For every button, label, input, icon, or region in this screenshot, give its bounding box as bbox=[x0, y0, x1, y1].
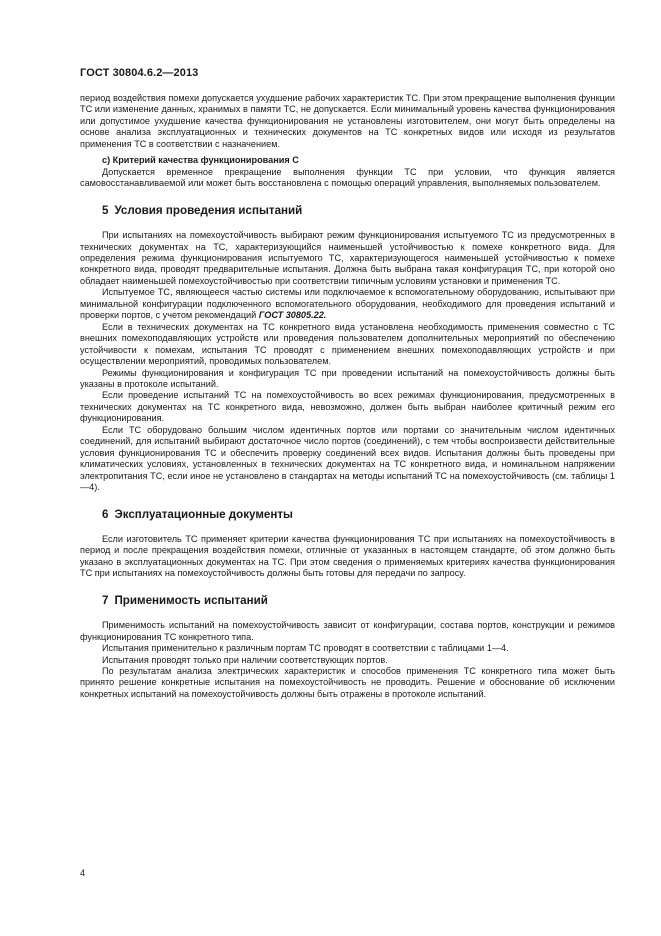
section-6-heading bbox=[80, 509, 615, 520]
section-7-heading bbox=[80, 595, 615, 606]
paragraph: Если проведение испытаний ТС на помехоустойчивость во всех режимах функционирования, предусмотренных в технических документах на ТС конкретного вида, невозможно, должен быть выбран наиболее критичный режим его функционирования. bbox=[80, 390, 615, 424]
standard-reference: ГОСТ 30805.22. bbox=[258, 310, 327, 321]
document-header: ГОСТ 30804.6.2—2013 bbox=[80, 67, 199, 79]
page-number: 4 bbox=[80, 868, 86, 878]
paragraph: При испытаниях на помехоустойчивость выбирают режим функционирования испытуемого ТС из предусмотренных в технических документах на ТС, характеризующийся наименьшей устойчивостью к помехе конкретного вида. Для определения режима функционирования испытуемого ТС, характеризующегося наименьшей устойчивостью к помехе конкретного вида, проводят предварительные испытания. Должна быть выбрана такая конфигурация ТС, при которой оно обладает наименьшей помехоустойчивостью при соответствии типичным условиям установки и применения ТС. bbox=[80, 230, 615, 286]
paragraph: Допускается временное прекращение выполнения функции ТС при условии, что функция является самовосстанавливаемой или может быть восстановлена с помощью операций управления, выполняемых пользователем. bbox=[80, 166, 615, 189]
section-title: Эксплуатационные документы bbox=[114, 507, 293, 521]
paragraph bbox=[80, 287, 615, 321]
paragraph: Если ТС оборудовано большим числом идентичных портов или портами со значительным числом идентичных соединений, для испытаний выбирают достаточное число портов (соединений), с тем чтобы воспроизвести действительные условия функционирования ТС и обеспечить проверку соединений всех видов. Испытания должны быть проведены при климатических условиях, установленных в технических документах на ТС конкретного вида, и номинальном напряжении электропитания ТС, если иное не установлено в стандартах на методы испытаний ТС на помехоустойчивость (см. таблицы 1—4). bbox=[80, 424, 615, 493]
section-number: 6 bbox=[102, 507, 109, 521]
section-title: Применимость испытаний bbox=[114, 593, 268, 607]
section-number: 5 bbox=[102, 203, 109, 217]
section-number: 7 bbox=[102, 593, 109, 607]
paragraph: По результатам анализа электрических характеристик и способов применения ТС конкретного типа может быть принято решение конкретные испытания на помехоустойчивость не проводить. Решение и обоснование об исключении конкретных испытаний на помехоустойчивость должны быть отражены в протоколе испытаний. bbox=[80, 666, 615, 699]
paragraph: Если в технических документах на ТС конкретного вида установлена необходимость применения совместно с ТС внешних помехоподавляющих устройств или проведения пользователем дополнительных мероприятий по обеспечению устойчивости к помехам, испытания ТС проводят с применением внешних помехоподавляющих устройств и при осуществлении мероприятий, проводимых пользователем. bbox=[80, 321, 615, 367]
document-body bbox=[80, 93, 615, 700]
paragraph: Применимость испытаний на помехоустойчивость зависит от конфигурации, состава портов, конструкции и режимов функционирования ТС конкретного типа. bbox=[80, 620, 615, 642]
paragraph: Испытания применительно к различным портам ТС проводят в соответствии с таблицами 1—4. bbox=[102, 643, 509, 654]
paragraph: период воздействия помехи допускается ухудшение рабочих характеристик ТС. При этом прекращение выполнения функции ТС или изменение данных, хранимых в памяти ТС, не допускается. Если минимальный уровень качества функционирования или допустимое ухудшение качества функционирования не установлены изготовителем, они могут быть определены на основе анализа эксплуатационных и технических документов на ТС конкретных видов или исходя из результатов применения ТС в соответствии с назначением. bbox=[80, 93, 615, 149]
criterion-c-heading: с) Критерий качества функционирования С bbox=[102, 155, 299, 166]
paragraph: Режимы функционирования и конфигурация ТС при проведении испытаний на помехоустойчивость должны быть указаны в протоколе испытаний. bbox=[80, 367, 615, 389]
paragraph: Испытания проводят только при наличии соответствующих портов. bbox=[102, 654, 388, 665]
section-5-heading bbox=[80, 205, 615, 216]
section-title: Условия проведения испытаний bbox=[114, 203, 303, 217]
paragraph: Если изготовитель ТС применяет критерии качества функционирования ТС при испытаниях на помехоустойчивость в период и после прекращения воздействия помехи, отличные от указанных в настоящем стандарте, об этом должно быть указано в эксплуатационных документах на ТС. При этом сведения о применяемых критериях качества функционирования ТС при испытаниях на помехоустойчивость должны быть готовы для передачи по запросу. bbox=[80, 533, 615, 579]
paragraph-text: Испытуемое ТС, являющееся частью системы или подключаемое к вспомогательному оборудованию, испытывают при минимальной конфигурации подключенного вспомогательного оборудования, необходимого для проведения испытаний и проверки портов, с учетом рекомендаций bbox=[80, 287, 615, 321]
